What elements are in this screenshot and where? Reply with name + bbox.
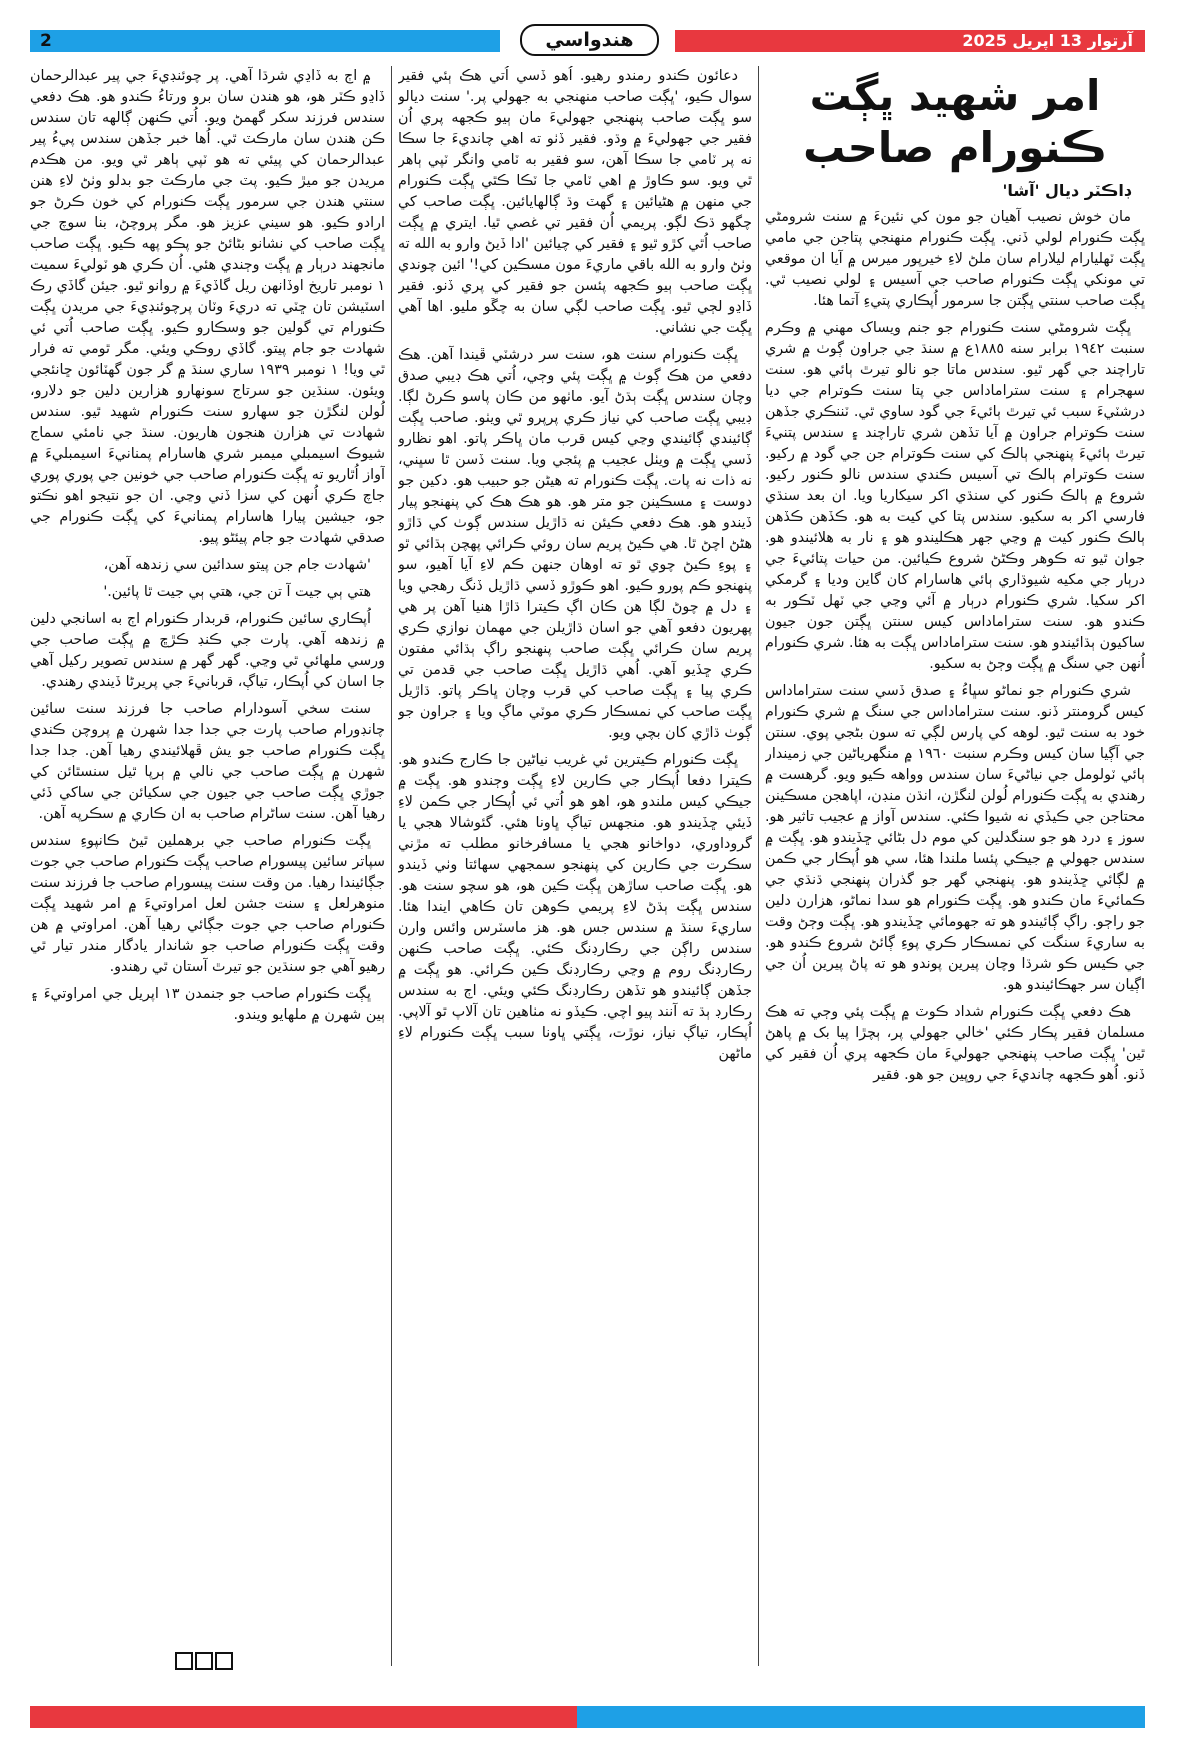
paragraph: دعائون ڪندو رمندو رهيو. اُهو ڏسي اُتي هڪ ٻئي فقير سوال ڪيو، 'ڀڳت صاحب منهنجي به جهولي پر.' سنت ديالو سو ڀڳت صاحب پنهنجي جهوليءَ مان ٻيو ڪجهه پري اُن فقير جي جهوليءَ ۾ وڌو. فقير ڏٺو ته اهي چانديءَ جا سڪا نه پر ٽامي جا سڪا آهن، سو فقير به ٽامي وانگر ٽپي ٻاهر ٿي ويو. سو ڪاوڙ ۾ اهي ٽامي جا ٽڪا ڪٿي ڀڳت ڪنورام جي منهن ۾ هڻيائين ۽ گهٽ وڌ ڳالهايائين. ڀڳت صاحب کي چگهو ڌڪ لڳو. پريمي اُن فقير تي غصي ٿيا. ايتري ۾ ڀڳت صاحب اُٿي کڙو ٿيو ۽ فقير کي چيائين 'ادا ڏيڻ وارو به الله ته وٺڻ وارو به الله باقي ماريءَ مون مسڪين کي!' ائين چوندي ڀڳت صاحب ٻيو ڪجهه پئسن جو فقير کي پري ڏنو. فقير ڏاڍو لڄي ٿيو. ڀڳت صاحب لڳي سان به چڱو مليو. اها آهي ڀڳت جي نشاني. xyxy=(398,68,752,336)
article-column-1 xyxy=(765,66,1145,1666)
paragraph: ڀڳت ڪنورام صاحب جو جنمدن ١٣ اپريل جي امراوتيءَ ۽ ٻين شهرن ۾ ملهايو ويندو. xyxy=(30,986,385,1023)
verse-line: هتي ٻي جيت آ تن جي، هتي ٻي جيت ٿا پائين.' xyxy=(103,584,371,600)
paragraph: ڀڳت ڪنورام ڪيترين ئي غريب نياڻين جا ڪارج ڪندو هو. ڪيترا دفعا اُپڪار جي ڪارين لاءِ ڀڳت وڄندو هو. ڀڳت ۾ جيڪي کيس ملندو هو، اهو هو اُتي ئي اُپڪار جي ڪمن لاءِ ڏيئي ڇڏيندو هو. منجهس تياڳ ڀاونا هئي. گئوشالا هجي يا گروداوري، دواخانو هجي يا مسافرخانو مطلب ته مڙني سڪرت جي ڪارين کي پنهنجو سمجهي سهائتا وٺي ڏيندو هو. ڀڳت صاحب ساڙهن ڀڳت ڪين هو، هو سچو سنت هو. سندس ڀڳت ٻڌڻ لاءِ پريمي ڪوهن تان ڪاهي ايندا هئا. ساريءَ سنڌ ۾ سندس جس هو. هز ماسٽرس وائس وارن سندس راڳن جي رڪارڊنگ ڪئي. ڀڳت صاحب ڪنهن رڪارڊنگ روم ۾ وڃي رڪارڊنگ ڪين ڪرائي. هو ڀڳت ۾ جڏهن ڳائيندو هو تڏهن رڪارڊنگ ڪئي ويئي. اڄ به سندس رڪارڊ ٻڌ ته آنند پيو اچي. ڪيڏو نه مٺاهين تان آلاپ ٿو آلاپي. اُپڪار، تياڳ نياز، نوڙت، ڀڳتي ڀاونا سبب ڀڳت ڪنورام لاءِ ماڻهن xyxy=(398,752,752,1062)
issue-date: آرتوار 13 اپريل 2025 xyxy=(962,31,1133,50)
footer-red-band xyxy=(30,1706,577,1728)
paragraph: مان خوش نصيب آهيان جو مون کي نئينءَ ۾ سنت شرومڻي ڀڳت ڪنورام لولي ڏني. ڀڳت ڪنورام منهنجي پتاجن جي مامي ڀڳت ٽهليارام ليلارام سان ملڻ لاءِ خيرپور ميرس ۾ آيا ان موقعي تي مونکي ڀڳت ڪنورام صاحب جي آسيس ۽ لولي نصيب ٿي. ڀڳت صاحب سنتي ڀڳتن جا سرمور اُپڪاري پتيءِ آتما هئا. xyxy=(765,209,1145,309)
paragraph: سنت سخي آسودارام صاحب جا فرزند سنت سائين چانڊورام صاحب پارت جي جدا جدا شهرن ۾ پروچن ڪندي ڀڳت ڪنورام صاحب جو يش ڦهلائيندي رهيا آهن. جدا جدا شهرن ۾ ڀڳت صاحب جي نالي ۾ ٻرپا ٿيل سنسٿائن کي جوڙي ڀڳت صاحب جي جيون جي سکيائن جي ساکي ڏئي رهيا آهن. سنت ساڻرام صاحب به ان ڪاري ۾ سڪرپه آهن. xyxy=(30,701,385,822)
newspaper-logo: هندواسي xyxy=(520,24,659,56)
article-author: ڊاڪٽر ديال 'آشا' xyxy=(1002,181,1131,200)
paragraph: ڀڳت شرومڻي سنت ڪنورام جو جنم ويساک مهني ۾ وڪرم سنبت ١٩٤٢ برابر سنه ١٨٨٥ع ۾ سنڌ جي جراون ڳوٺ ۾ شري تاراچند جي گهر ٿيو. سندس ماتا جو نالو تيرٿ ٻائي هو. سنت سهجرام ۽ سنت ستراماداس جي پتا سنت ڪوترام جي ديا درشٽيءَ سبب ئي تيرٿ ٻائيءَ جي گود ساوي ٿي. ٽننڪري جڏهن سنت ڪوترام جراون ۾ آيا تڏهن شري تاراچند ۽ سندس پتنيءَ تيرٿ ٻائيءَ پنهنجي ٻالڪ کي سنت ڪوترام جن جي گود ۾ رکيو. سنت ڪوترام ٻالڪ تي آسيس ڪندي سندس نالو ڪنور رکيو. شروع ۾ ٻالڪ ڪنور کي سنڌي اکر سيکاريا ويا. ان بعد سنڌي فارسي اکر به سکيو. سندس پتا کي کيت به هو. ڪڏهن ڪڏهن ٻالڪ ڪنور کيت ۾ وڃي جهر هڪليندو هو ۽ نار به هلائيندو هو. جوان ٿيو ته ڪوهر وڪڻڻ شروع ڪيائين. من حيات پتائيءَ جي درٻار جي مکيه شيوڌاري ٻائي هاسارام کان گاين وديا ۽ گرمکي اکر سکيا. شري ڪنورام درٻار ۾ آئي وڃي جي ٽهل ٽڪور به ڪندو هو. سنت ستراماداس کيس سنتن ڀڳتن جون جيون ساکيون ٻڌائيندو هو. سنت ستراماداس ڀڳت به هئا. شري ڪنورام اُنهن جي سنگ ۾ ڀڳت وڄڻ به سکيو. xyxy=(765,320,1145,672)
title-line-1: امر شهيد ڀڳت xyxy=(809,71,1101,120)
paragraph: هڪ دفعي ڀڳت ڪنورام شداد ڪوٽ ۾ ڀڳت پئي وڄي ته هڪ مسلمان فقير پڪار ڪئي 'خالي جهولي پر، ٻچڙا پيا بک ۾ پاهڻ ٿين' ڀڳت صاحب پنهنجي جهوليءَ مان ڪجهه پري اُن فقير کي ڏنو. اُهو ڪجهه چانديءَ جي روپين جو هو. فقير xyxy=(765,1004,1145,1083)
paragraph: ۾ اڄ به ڏاڍي شرڌا آهي. پر چوئنڊيءَ جي پير عبدالرحمان ڏاڍو ڪٽر هو، هو هندن سان برو ورتاءُ ڪندو هو. هڪ دفعي سندس فرزند سکر گهمڻ ويو. اُتي ڪنهن ڳالهه تان سندس ڪن هندن سان مارڪٽ ٿي. اُها خبر جڏهن سندس پيءُ پير عبدالرحمان کي پيئي ته هو ٽپي ٻاهر ٿي ويو. من هڪدم مريدن جو ميڙ ڪيو. پٽ جي مارڪٽ جو بدلو وٺڻ لاءِ هنن سنتي هندن جي سرمور ڀڳت ڪنورام کي خون ڪرڻ جو ارادو ڪيو. هو سيني عزيز هو. مگر پروچڻ، بنا سوچ جي ڀڳت صاحب کي نشانو بڻائڻ جو پڪو پهه ڪيو. ڀڳت صاحب مانجهند درٻار ۾ ڀڳت وڄندي هئي. اُن ڪري هو ٽوليءَ سميت ١ نومبر تاريخ اوڏانهن ريل گاڏيءَ ۾ روانو ٿيو. جيئن گاڏي رڪ اسٽيشن تان ڇٽي ته دريءَ وٽان پرچوئنڊيءَ جي مريدن ڀڳت ڪنورام تي گولين جو وسڪارو ڪيو. ڀڳت صاحب اُتي ئي شهادت جو جام پيتو. گاڏي روڪي ويئي. مگر ٿومي ته فرار ٿي ويا! ١ نومبر ١٩٣٩ ساري سنڌ ۾ گر جون گهٽائون ڇانئجي ويئون. سنڌين جو سرتاج سونهارو هزارين دلين جو دلارو، لُولن لنگڙن جو سهارو سنت ڪنورام شهيد ٿيو. سندس شهادت تي هزارن هنجون هاريون. سنڌ جي نامئي سماج شيوڪ اسيمبلي ميمبر شري هاسارام پمنانيءَ اسيمبليءَ ۾ آواز اُٿاريو ته ڀڳت ڪنورام صاحب جي خونين جي پوري پوري جاچ ڪري اُنهن کي سزا ڏني وڃي. ان جو نتيجو اهو نڪتو جو، جيشين پيارا هاسارام پمنانيءَ کي ڀڳت ڪنورام جي صدقي شهادت جو جام پيئڻو پيو. xyxy=(30,68,385,546)
column-divider xyxy=(391,66,392,1666)
footer-blue-band xyxy=(577,1706,1145,1728)
end-of-article-mark xyxy=(175,1652,241,1672)
article-title xyxy=(765,70,1145,174)
page-number: 2 xyxy=(40,31,52,51)
paragraph: اُپڪاري سائين ڪنورام، قربدار ڪنورام اڄ به اسانجي دلين ۾ زندهه آهي. پارت جي ڪنڊ ڪڙڇ ۾ ڀڳت صاحب جي ورسي ملهائي ٿي وڃي. گهر گهر ۾ سندس تصوير رکيل آهي جا اسان کي اُپڪار، تياڳ، قربانيءَ جي پريرڻا ڏيندي رهندي. xyxy=(30,611,385,690)
article-column-2 xyxy=(398,66,752,1666)
page-header xyxy=(30,22,1145,54)
column-divider xyxy=(758,66,759,1666)
paragraph: شري ڪنورام جو نماڻو سڀاءُ ۽ صدق ڏسي سنت ستراماداس کيس گرومنتر ڏنو. سنت ستراماداس جي سنگ ۾ شري ڪنورام خود به سنت ٿيو. لوهه کي پارس لڳي ته سون بڻجي پوي. سنتن جي آڳيا سان کيس وڪرم سنبت ١٩٦٠ ۾ منگهرياڻين جي زميندار ٻائي ٽولومل جي نياڻيءَ سان سندس وواهه ڪيو ويو. گرهست ۾ رهندي به ڀڳت ڪنورام لُولن لنگڙن، انڌن منڊن، اپاهجن مسڪينن محتاجن جي ڪيڏي نه شيوا ڪئي. سندس آواز ۾ عجيب تاثير هو. سوز ۽ درد هو جو سنگدلين کي موم دل بڻائي ڇڏيندو هو. ڀڳت ۾ سندس جهولي ۾ جيڪي پئسا ملندا هئا، سي هو اُپڪار جي ڪمن ۾ لڳائي ڇڏيندو هو. پنهنجي گهر جو گذران پنهنجي ڌنڌي جي ڪمائيءَ مان ڪندو هو. ڀڳت ڪنورام هو سدا نماڻو، هزارن دلين جو راڄو. راڳ ڳائيندو هو ته جهومائي ڇڏيندو هو. ڀڳت وڄڻ وقت به ساريءَ سنگت کي نمسڪار ڪري پوءِ ڳائڻ شروع ڪندو هو. جي ڪيس ڪو شرڌا وچان پيرين پوندو هو ته پاڻ پيرين اُن جي اڳيان سر جهڪائيندو هو. xyxy=(765,683,1145,993)
article-column-3 xyxy=(30,66,385,1666)
title-line-2: ڪنورام صاحب xyxy=(803,123,1107,172)
verse-line: 'شهادت جام جن پيتو سدائين سي زندهه آهن، xyxy=(103,557,371,573)
paragraph: ڀڳت ڪنورام صاحب جي برهملين ٿيڻ ڪانپوءِ سندس سپاتر سائين پيسورام صاحب ڀڳت ڪنورام صاحب جي جوت جڳائيندا رهيا. من وقت سنت پيسورام صاحب جا فرزند سنت منوهرلعل ۽ سنت جشن لعل امراوتيءَ ۾ امر شهيد ڀڳت ڪنورام صاحب جي جوت جڳائي رهيا آهن. امراوتي ۾ هن وقت ڀڳت ڪنورام صاحب جو شاندار يادگار مندر تيار ٿي رهيو آهي جو سنڌين جو تيرٿ آستان ٿي رهندو. xyxy=(30,833,385,975)
header-blue-band xyxy=(30,30,500,52)
paragraph: ڀڳت ڪنورام سنت هو، سنت سر درشٽي ڦيندا آهن. هڪ دفعي من هڪ ڳوٺ ۾ ڀڳت پئي وڄي، اُتي هڪ ڊيبي صدق وچان سندس ڀڳت ٻڌڻ آيو. ماٺهو من ڪان پاسو ڪرڻ لڳا. ڊيبي ڀڳت صاحب کي نياز ڪري پرپرو ٿي ويٺو. صاحب ڀڳت ڳائيندي ڳائيندي وڃي کيس قرب مان ڀاڪر پاتو. اهو نظارو ڏسي ڀڳت ۾ ويٺل عجيب ۾ پئجي ويا. سنت ڏسن ٿا سڀني، نه ذات نه پات. ڀڳت ڪنورام ته هيڻن جو حبيب هو. دکين جو دوست ۽ مسڪينن جو متر هو. هو هڪ هڪ کي پنهنجو پيار ڏيندو هو. هڪ دفعي ڪيئن نه ڌاڙيل سندس ڳوٺ کي ڌاڙو هڻڻ اچڻ ٿا. هي ڪيڻ پريم سان روئي ڪرائي پهچن ٻڌائي ٿو ۽ پوءِ ڪيڻ چوي ٿو ته اوهان جنهن ڪم لاءِ آيا آهيو، سو پنهنجو ڪم پورو ڪيو. اهو ڪوڙو ڏسي ڌاڙيل ڏنگ رهجي ويا ۽ دل ۾ چوڻ لڳا هن ڪان اڳ ڪيترا ڌاڙا هنيا آهن پر هي پهريون دفعو آهي جو اسان ڌاڙيلن جي مهمان نوازي ڪري پريم سان ڪرائي ڀڳت صاحب پنهنجو راڳ ٻڌائي مفتون ڪري ڇڏيو آهي. اُهي ڌاڙيل ڀڳت صاحب جي قدمن تي ڪري پيا ۽ ڀڳت صاحب کي قرب وچان ڀاڪر پاتو. ڌاڙيل ڀڳت صاحب کي نمسڪار ڪري موٽي ماڳ ويا ۽ جراون جو ڳوٺ ڌاڙي کان بچي ويو. xyxy=(398,347,752,741)
